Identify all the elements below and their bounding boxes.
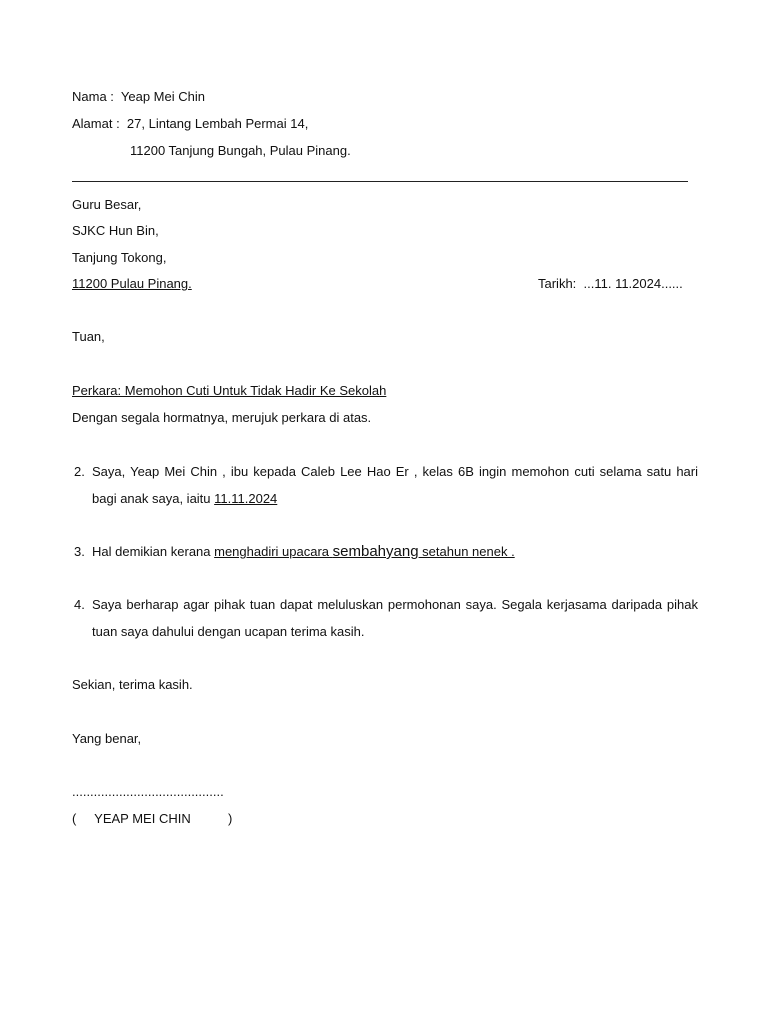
paragraph-2-date: 11.11.2024: [214, 491, 278, 506]
paragraph-2-number: 2.: [74, 464, 85, 479]
sender-address-line1: Alamat : 27, Lintang Lembah Permai 14,: [72, 116, 309, 131]
subject-line: Perkara: Memohon Cuti Untuk Tidak Hadir Ke Sekolah: [72, 383, 387, 398]
sender-name: Nama : Yeap Mei Chin: [72, 89, 205, 104]
signoff-line: Yang benar,: [72, 731, 142, 746]
signature-close-paren: ): [228, 811, 233, 826]
paragraph-4: Saya berharap agar pihak tuan dapat meluluskan permohonan saya. Segala kerjasama daripada pihak tuan saya dahului dengan ucapan terima kasih.: [92, 597, 698, 639]
paragraph-3-text: Hal demikian kerana: [92, 544, 215, 559]
letter-date: Tarikh: ...11. 11.2024......: [538, 276, 683, 291]
paragraph-2: [92, 458, 698, 512]
recipient-line4: 11200 Pulau Pinang.: [72, 276, 192, 291]
paragraph-3-reason-a: menghadiri upacara: [214, 544, 333, 559]
separator-rule: [72, 181, 688, 182]
recipient-line3: Tanjung Tokong,: [72, 250, 167, 265]
paragraph-4-number: 4.: [74, 597, 85, 612]
paragraph-3-reason-b: sembahyang: [332, 543, 419, 560]
paragraph-3-reason-c: setahun nenek .: [418, 544, 515, 559]
closing-line: Sekian, terima kasih.: [72, 677, 193, 692]
signature-dots: ..........................................: [72, 784, 224, 799]
recipient-line2: SJKC Hun Bin,: [72, 223, 159, 238]
recipient-line1: Guru Besar,: [72, 197, 142, 212]
paragraph-3-number: 3.: [74, 544, 85, 559]
paragraph-3: [92, 538, 698, 565]
sender-address-line2: 11200 Tanjung Bungah, Pulau Pinang.: [130, 143, 351, 158]
salutation: Tuan,: [72, 329, 105, 344]
intro-line: Dengan segala hormatnya, merujuk perkara di atas.: [72, 410, 372, 425]
signature-name: ( YEAP MEI CHIN: [72, 811, 191, 826]
paragraph-2-text: Saya, Yeap Mei Chin , ibu kepada Caleb Lee Hao Er , kelas 6B ingin memohon cuti selama satu hari bagi anak saya, iaitu: [92, 464, 698, 506]
